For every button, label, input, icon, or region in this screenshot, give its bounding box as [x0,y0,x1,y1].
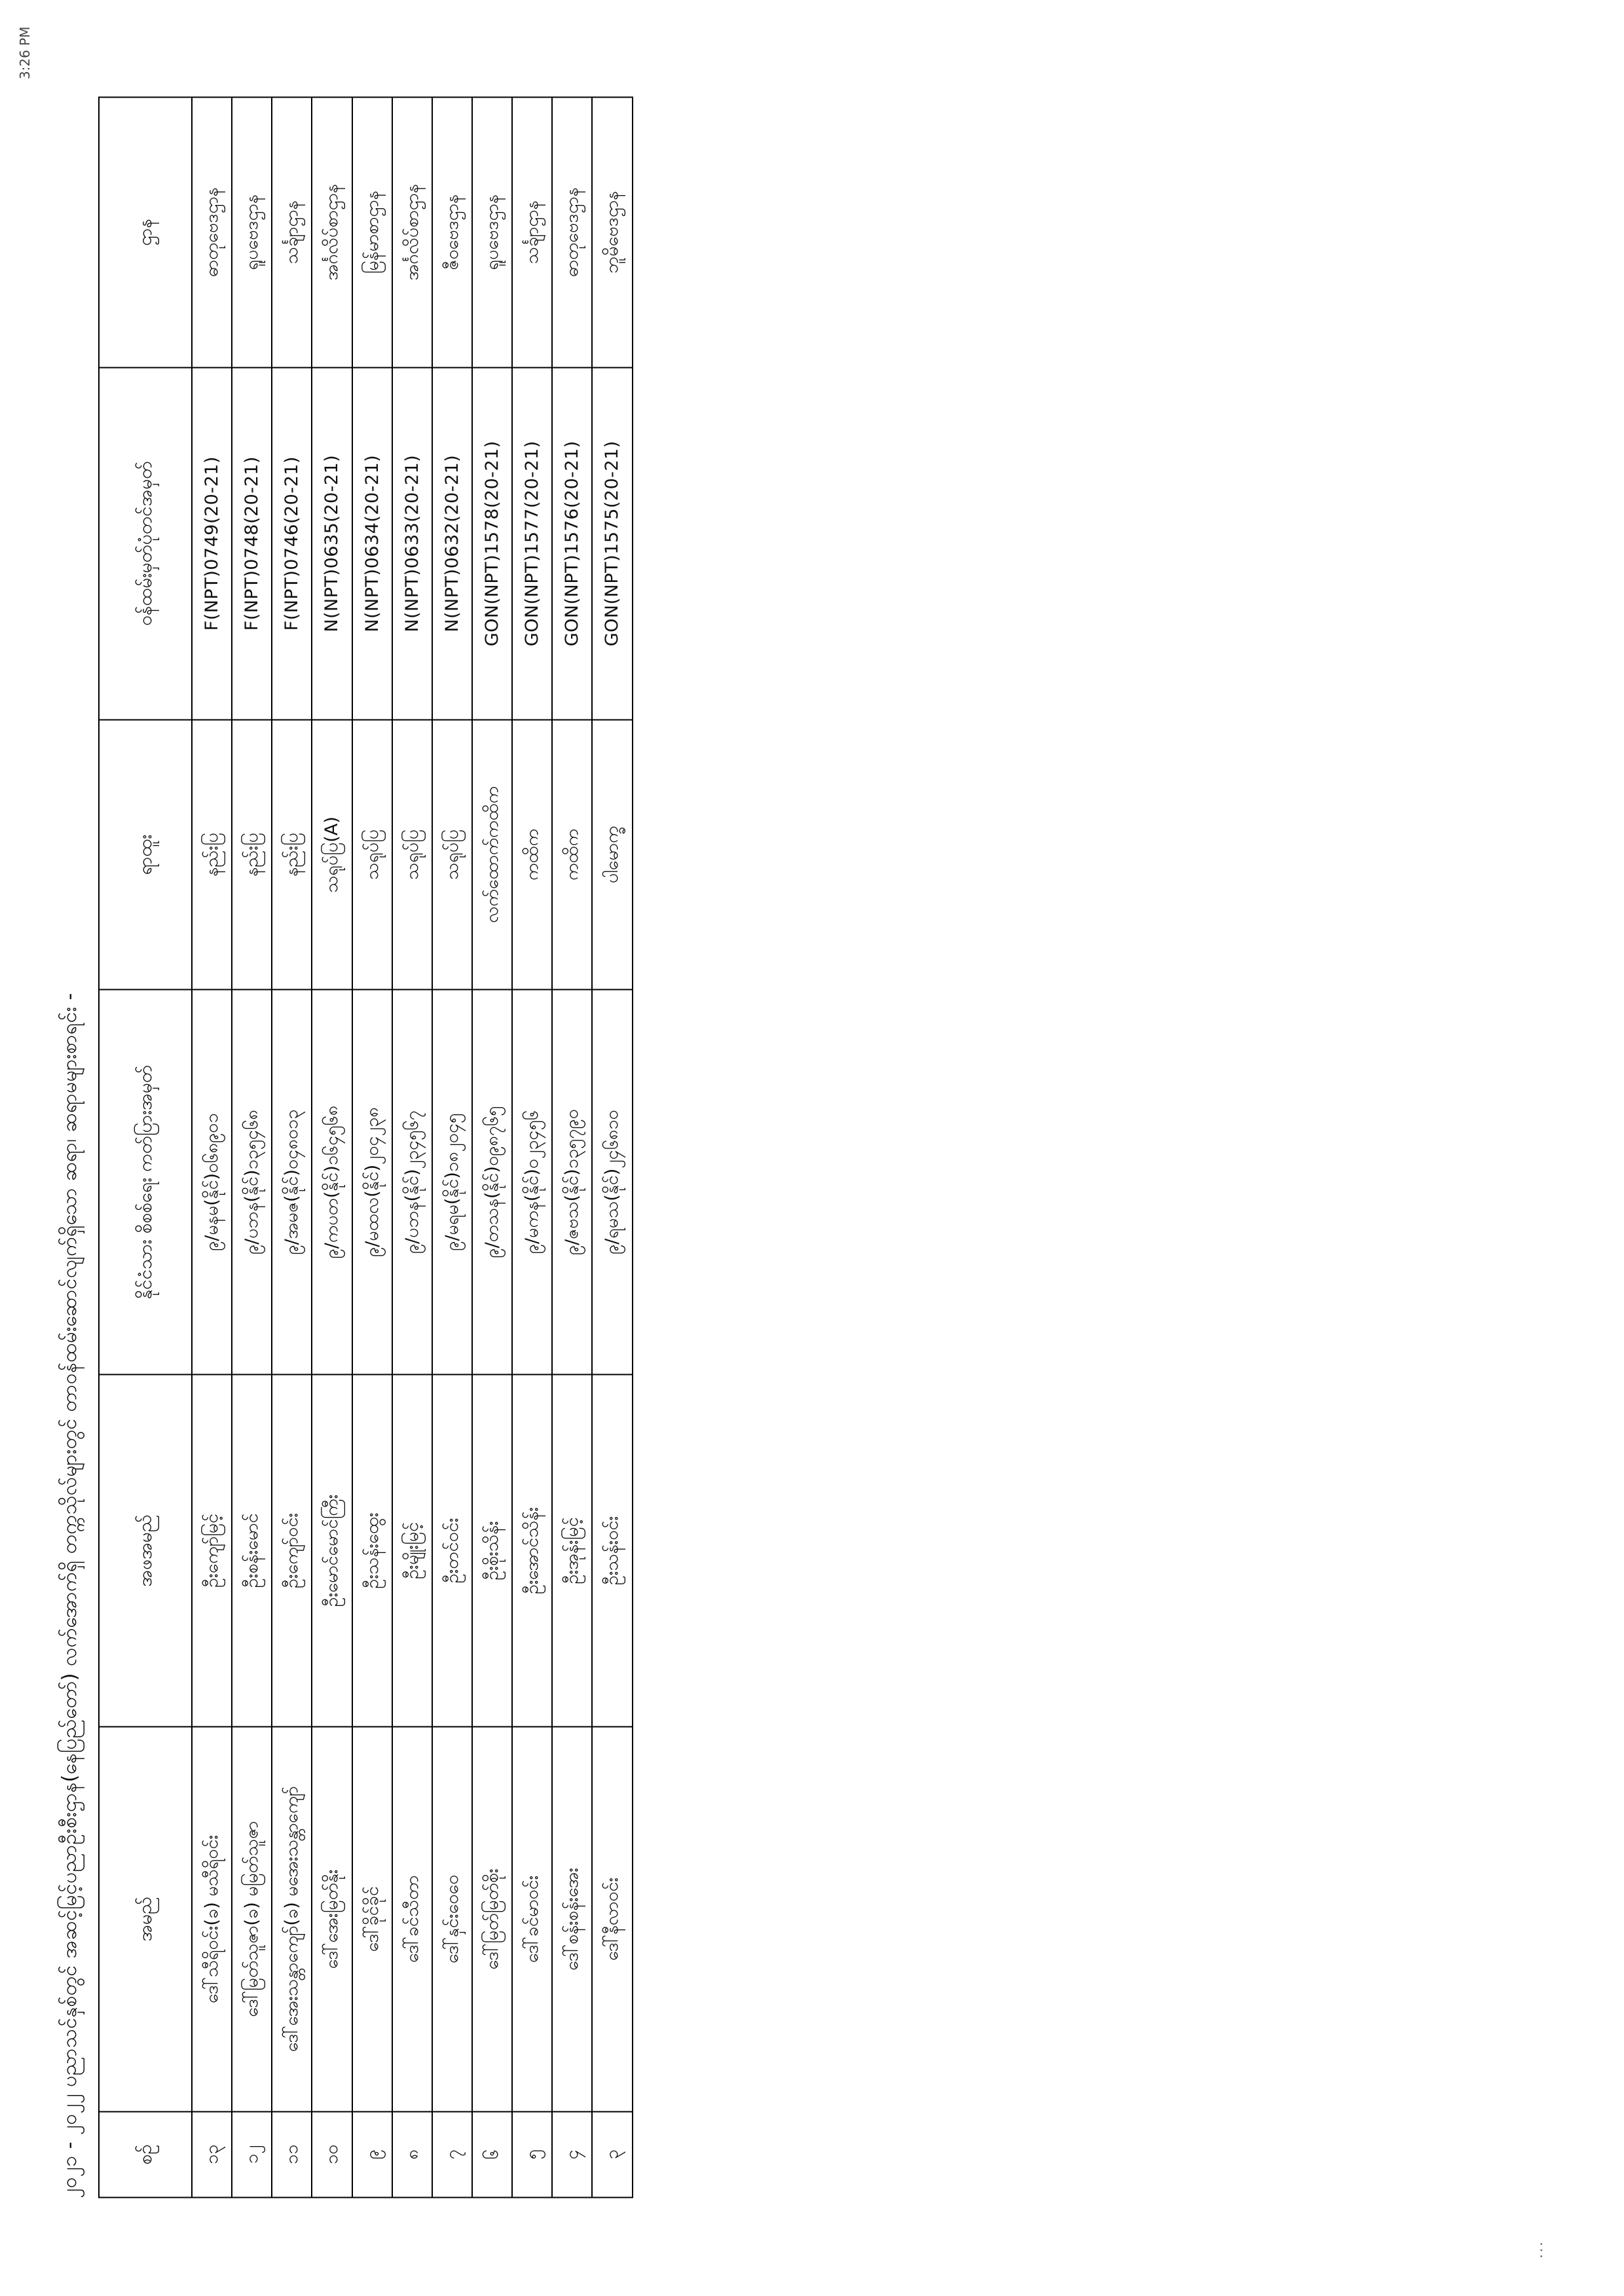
table-row [272,97,312,2197]
cell-department: သင်္ချာဌာန [272,97,312,367]
cell-serial-number: GON(NPT)1578(20-21) [472,367,512,720]
cell-no: ၄ [552,2111,592,2197]
cell-serial-number: F(NPT)0748(20-21) [232,367,272,720]
table-header [99,97,192,2197]
cell-degree: ကထိက [552,720,592,990]
cell-serial-number: GON(NPT)1576(20-21) [552,367,592,720]
cell-nrc: ၉/မထလ(နိုင်)၂၀၄၂၃၈ [352,989,392,1374]
cell-degree: သရုပ်ပြ [352,720,392,990]
cell-nrc: ၉/အမဇ(နိုင်)၀၄၈၀၁၃ [272,989,312,1374]
cell-name: ဒေါ်သီရိဝင်း(ခ) မသီရိဝင်း [192,1726,232,2111]
table-row [392,97,432,2197]
cell-department: ရူပဗေဒဌာန [232,97,272,367]
cell-name: ဒေါ်အေးသန္တာကျော်(ခ) မအေးသန္တာကျော် [272,1726,312,2111]
cell-father: ဦးသန်းထွေး [352,1374,392,1726]
cell-name: ဒေါ်နှင်းဝေဝေ [432,1726,472,2111]
cell-serial-number: N(NPT)0634(20-21) [352,367,392,720]
cell-department: ဇီဝဗေဒဌာန [432,97,472,367]
cell-no: ၇ [432,2111,472,2197]
cell-serial-number: GON(NPT)1575(20-21) [592,367,632,720]
cell-father: ဦးကျော်မြင့် [192,1374,232,1726]
cell-nrc: ၉/ကပတ(နိုင်)၁၆၄၅၆၈ [312,989,352,1374]
table-body [192,97,633,2197]
cell-nrc: ၉/ဇဗသ(နိုင်)၁၃၅၇၉၀ [552,989,592,1374]
cell-father: ဦးမောင်မောင်ကြီး [312,1374,352,1726]
cell-father: ဦးအောင်သိန်း [512,1374,552,1726]
document-header-note: ၂၀၂၁ - ၂၀၂၂ ပညာသင်နှစ်တွင် အဆင့်မြင့်ပညာဦးစီးဌာန(နေပြည်တော်) လက်အောက်ရှိ တက္ကသိုလ်များတွင် တာဝန်ထမ်းဆောင်လျက်ရှိသော ဆရာ၊ ဆရာမများစာရင်း - [58,992,81,2198]
cell-degree: လက်ထောက်ကထိက [472,720,512,990]
cell-name: ဒေါ်ခိုင်ခိုင် [352,1726,392,2111]
cell-name: ဒေါ်စန်းစန်းအေး [552,1726,592,2111]
cell-name: ဒေါ်မြတ်သူဇာ(ခ) မမြတ်သူဇာ [232,1726,272,2111]
column-header-degree: ရာထူး [99,720,192,990]
cell-father: ဦးသန်းဝင်း [592,1374,632,1726]
table-header-row [99,97,192,2197]
table-row [312,97,352,2197]
cell-father: ဦးစိုးသိန်း [472,1374,512,1726]
cell-father: ဦးအုန်းမြင့် [552,1374,592,1726]
cell-department: မြန်မာစာဌာန [352,97,392,367]
cell-serial-number: F(NPT)0749(20-21) [192,367,232,720]
table-row [192,97,232,2197]
cell-no: ၁၀ [312,2111,352,2197]
cell-serial-number: N(NPT)0632(20-21) [432,367,472,720]
cell-department: ဓာတုဗေဒဌာန [192,97,232,367]
cell-no: ၁၁ [272,2111,312,2197]
cell-name: ဒေါ်ခင်သီတာ [392,1726,432,2111]
cell-degree: သရုပ်ပြ [392,720,432,990]
cell-nrc: ၉/တသန(နိုင်)၀၉၈၇၆၅ [472,989,512,1374]
cell-nrc: ၉/ပဘန(နိုင်)၂၃၄၅၆၇ [392,989,432,1374]
cell-name: ဒေါ်နီလာဝင်း [592,1726,632,2111]
cell-nrc: ၉/မရမ(နိုင်)၁၈၂၀၄၅ [432,989,472,1374]
cell-serial-number: N(NPT)0635(20-21) [312,367,352,720]
cell-serial-number: GON(NPT)1577(20-21) [512,367,552,720]
cell-serial-number: F(NPT)0746(20-21) [272,367,312,720]
table-row [592,97,632,2197]
table-row [512,97,552,2197]
cell-degree: နည်းပြ [192,720,232,990]
cell-nrc: ၉/မနမ(နိုင်)၀၆၈၉၀၁ [192,989,232,1374]
column-header-nrc: နိုင်ငံသား စိစစ်ရေး ကတ်ပြားအမှတ် [99,989,192,1374]
cell-degree: သရုပ်ပြ [432,720,472,990]
cell-name: ဒေါ်အေးမြတ်နိုး [312,1726,352,2111]
cell-nrc: ၉/ပဘန(နိုင်)၁၃၅၄၆၈ [232,989,272,1374]
page-corner-stamp: 3:26 PM [17,26,33,79]
table-row [432,97,472,2197]
cell-degree: နည်းပြ [232,720,272,990]
cell-serial-number: N(NPT)0633(20-21) [392,367,432,720]
cell-department: အင်္ဂလိပ်စာဌာန [312,97,352,367]
cell-father: ဦးကျော်ဝင်း [272,1374,312,1726]
column-header-sn: ဝန်ထမ်းမှတ်ပုံတင်အမှတ် [99,367,192,720]
table-row [352,97,392,2197]
cell-department: ရူပဗေဒဌာန [472,97,512,367]
cell-name: ဒေါ်မြတ်မြတ်စိုး [472,1726,512,2111]
table-row [472,97,512,2197]
cell-degree: ပါမောက္ခ [592,720,632,990]
cell-no: ၁၃ [192,2111,232,2197]
cell-no: ၉ [352,2111,392,2197]
cell-name: ဒေါ်ခင်မာဝင်း [512,1726,552,2111]
table-row [232,97,272,2197]
cell-no: ၃ [592,2111,632,2197]
column-header-dept: ဌာန [99,97,192,367]
cell-degree: နည်းပြ [272,720,312,990]
cell-father: ဦးတင်ဝင်း [432,1374,472,1726]
cell-department: ဘူမိဗေဒဌာန [592,97,632,367]
cell-father: ဦးမျိုးမြင့် [392,1374,432,1726]
column-header-name: အမည် [99,1726,192,2111]
staff-list-table [98,96,633,2198]
cell-no: ၅ [512,2111,552,2197]
table-row [552,97,592,2197]
cell-no: ၁၂ [232,2111,272,2197]
cell-degree: ကထိက [512,720,552,990]
cell-father: ဦးစန်းမောင် [232,1374,272,1726]
cell-department: သင်္ချာဌာန [512,97,552,367]
column-header-no: စဉ် [99,2111,192,2197]
cell-degree: သရုပ်ပြ(A) [312,720,352,990]
cell-nrc: ၉/မကန(နိုင်)၀၂၃၄၅၆ [512,989,552,1374]
cell-nrc: ၉/ရမသ(နိုင်)၂၄၆၈၁၀ [592,989,632,1374]
page-corner-marks: ... [1530,2239,1545,2258]
column-header-father: အဖအမည် [99,1374,192,1726]
cell-department: ဓာတုဗေဒဌာန [552,97,592,367]
cell-department: အင်္ဂလိပ်စာဌာန [392,97,432,367]
cell-no: ၈ [392,2111,432,2197]
cell-no: ၆ [472,2111,512,2197]
